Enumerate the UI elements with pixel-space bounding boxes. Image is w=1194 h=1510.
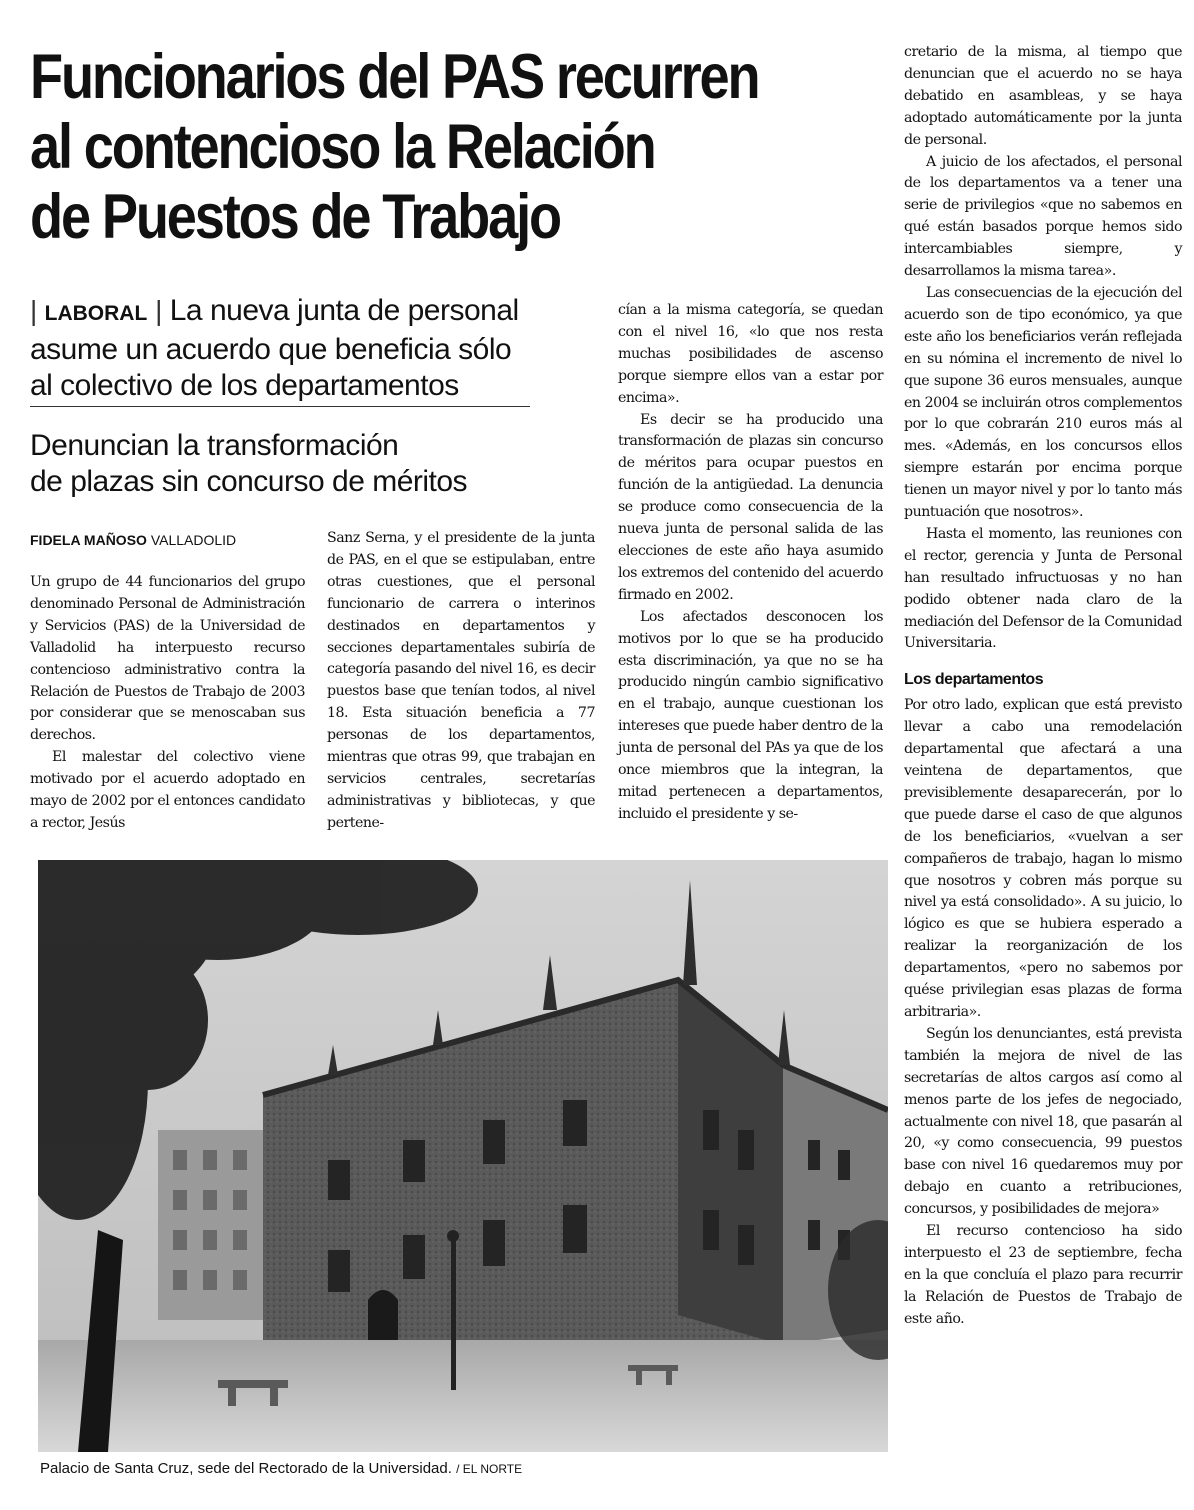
caption-text: Palacio de Santa Cruz, sede del Rectorado de la Universidad. — [40, 1460, 452, 1477]
paragraph: El recurso contencioso ha sido interpuesto el 23 de septiembre, fecha en la que concluía el plazo para recurrir la Relación de Puestos de Trabajo de este año. — [904, 1223, 1182, 1327]
paragraph: cretario de la misma, al tiempo que denuncian que el acuerdo no se haya debatido en asambleas, y se haya adoptado automáticamente por la junta de personal. — [904, 44, 1182, 148]
article-column-4 — [904, 42, 1182, 1331]
paragraph: El malestar del colectivo viene motivado por el acuerdo adoptado en mayo de 2002 por el entonces candidato a rector, Jesús — [30, 749, 305, 831]
paragraph: Los afectados desconocen los motivos por lo que se ha producido esta discriminación, ya que no se ha producido ningún cambio significativo en el trabajo, aunque cuestionan los intereses que puede haber dentro de la junta de personal del PAs ya que de los once miembros que la integran, la mitad pertenecen a departamentos, incluido el presidente y se- — [618, 608, 883, 822]
headline — [30, 42, 761, 252]
byline — [30, 532, 236, 548]
subheadline: | LABORAL | La nueva junta de personal asume un acuerdo que beneficia sólo al colectivo de los departamentos — [30, 293, 590, 404]
secondary-subheadline-line: Denuncian la transformación — [30, 429, 399, 462]
article-column-3 — [618, 300, 883, 826]
subheadline-line: al colectivo de los departamentos — [30, 369, 459, 402]
paragraph: Sanz Serna, y el presidente de la junta de PAS, en el que se estipulaban, entre otras cuestiones, que el personal funcionario de carrera o interinos destinados en departamentos y secciones departamentales subiría de categoría pasando del nivel 16, es decir puestos base que tenían todos, al nivel 18. Esta situación beneficia a 77 personas de los departamentos, mientras que otras 99, que trabajan en servicios centrales, secretarías administrativas y bibliotecas, y que pertene- — [327, 530, 595, 831]
subheadline-line: asume un acuerdo que beneficia sólo — [30, 333, 512, 366]
divider — [30, 406, 530, 407]
secondary-subheadline-line: de plazas sin concurso de méritos — [30, 465, 468, 498]
paragraph: Un grupo de 44 funcionarios del grupo denominado Personal de Administración y Servicios (PAS) de la Universidad de Valladolid ha interpuesto recurso contencioso administrativo contra la Relación de Puestos de Trabajo de 2003 por considerar que se menoscaban sus derechos. — [30, 574, 305, 744]
byline-author: FIDELA MAÑOSO — [30, 532, 147, 548]
paragraph: Según los denunciantes, está prevista también la mejora de nivel de las secretarías de altos cargos así como al menos parte de los jefes de negociado, actualmente con nivel 18, que pasarán al 20, «y como consecuencia, 99 puestos base con nivel 16 quedaremos muy por debajo en cuanto a retribuciones, concursos, y posibilidades de mejora» — [904, 1025, 1182, 1218]
photo-credit: / EL NORTE — [456, 1462, 523, 1476]
paragraph: Es decir se ha producido una transformación de plazas sin concurso de méritos para ocupar puestos en función de la antigüedad. La denuncia se produce como consecuencia de la nueva junta de personal salida de las elecciones de este año haya asumido los extremos del contenido del acuerdo firmado en 2002. — [618, 411, 883, 603]
paragraph: cían a la misma categoría, se quedan con el nivel 16, «lo que nos resta muchas posibilidades de ascenso porque siempre ellos van a estar por encima». — [618, 302, 883, 406]
subheadline-line: La nueva junta de personal — [169, 294, 519, 327]
secondary-subheadline — [30, 428, 570, 500]
headline-line: Funcionarios del PAS recurren — [30, 42, 759, 112]
building-photo — [38, 860, 888, 1452]
paragraph: A juicio de los afectados, el personal de los departamentos va a tener una serie de privilegios «que no sabemos en qué están basados porque hemos sido intercambiables siempre, y desarrollamos la misma tarea». — [904, 153, 1182, 280]
paragraph: Las consecuencias de la ejecución del acuerdo son de tipo económico, ya que este año los beneficiarios verán reflejada en su nómina el incremento de nivel lo que supone 36 euros mensuales, aunque en 2004 se incluirán otros complementos por lo que cobrarán 210 euros más al mes. «Además, en los concursos ellos siempre estarán por encima porque tienen un mayor nivel y por lo tanto más puntuación que nosotros». — [904, 284, 1182, 521]
headline-line: al contencioso la Relación — [30, 112, 655, 182]
headline-line: de Puestos de Trabajo — [30, 182, 560, 252]
article-column-2 — [327, 528, 595, 835]
paragraph: Hasta el momento, las reuniones con el rector, gerencia y Junta de Personal han resultado infructuosas y no han podido obtener nada claro de la mediación del Defensor de la Comunidad Universitaria. — [904, 525, 1182, 652]
section-label: LABORAL — [44, 302, 148, 325]
paragraph: Por otro lado, explican que está previsto llevar a cabo una remodelación departamental que afectará a una veintena de departamentos, que previsiblemente desaparecerán, por lo que puede darse el caso de que algunos de los beneficiarios, «vuelvan a ser compañeros de trabajo, hagan lo mismo que nosotros y cobren más porque su nivel ya está consolidado». A su juicio, lo lógico es que se hubiera esperado a realizar la reorganización de los departamentos, «pero no sabemos por quése privilegian esas plazas de forma arbitraria». — [904, 697, 1182, 1020]
article-column-1 — [30, 572, 305, 835]
byline-place: VALLADOLID — [150, 532, 237, 548]
section-subhead: Los departamentos — [904, 671, 1044, 689]
photo-caption — [40, 1460, 522, 1477]
